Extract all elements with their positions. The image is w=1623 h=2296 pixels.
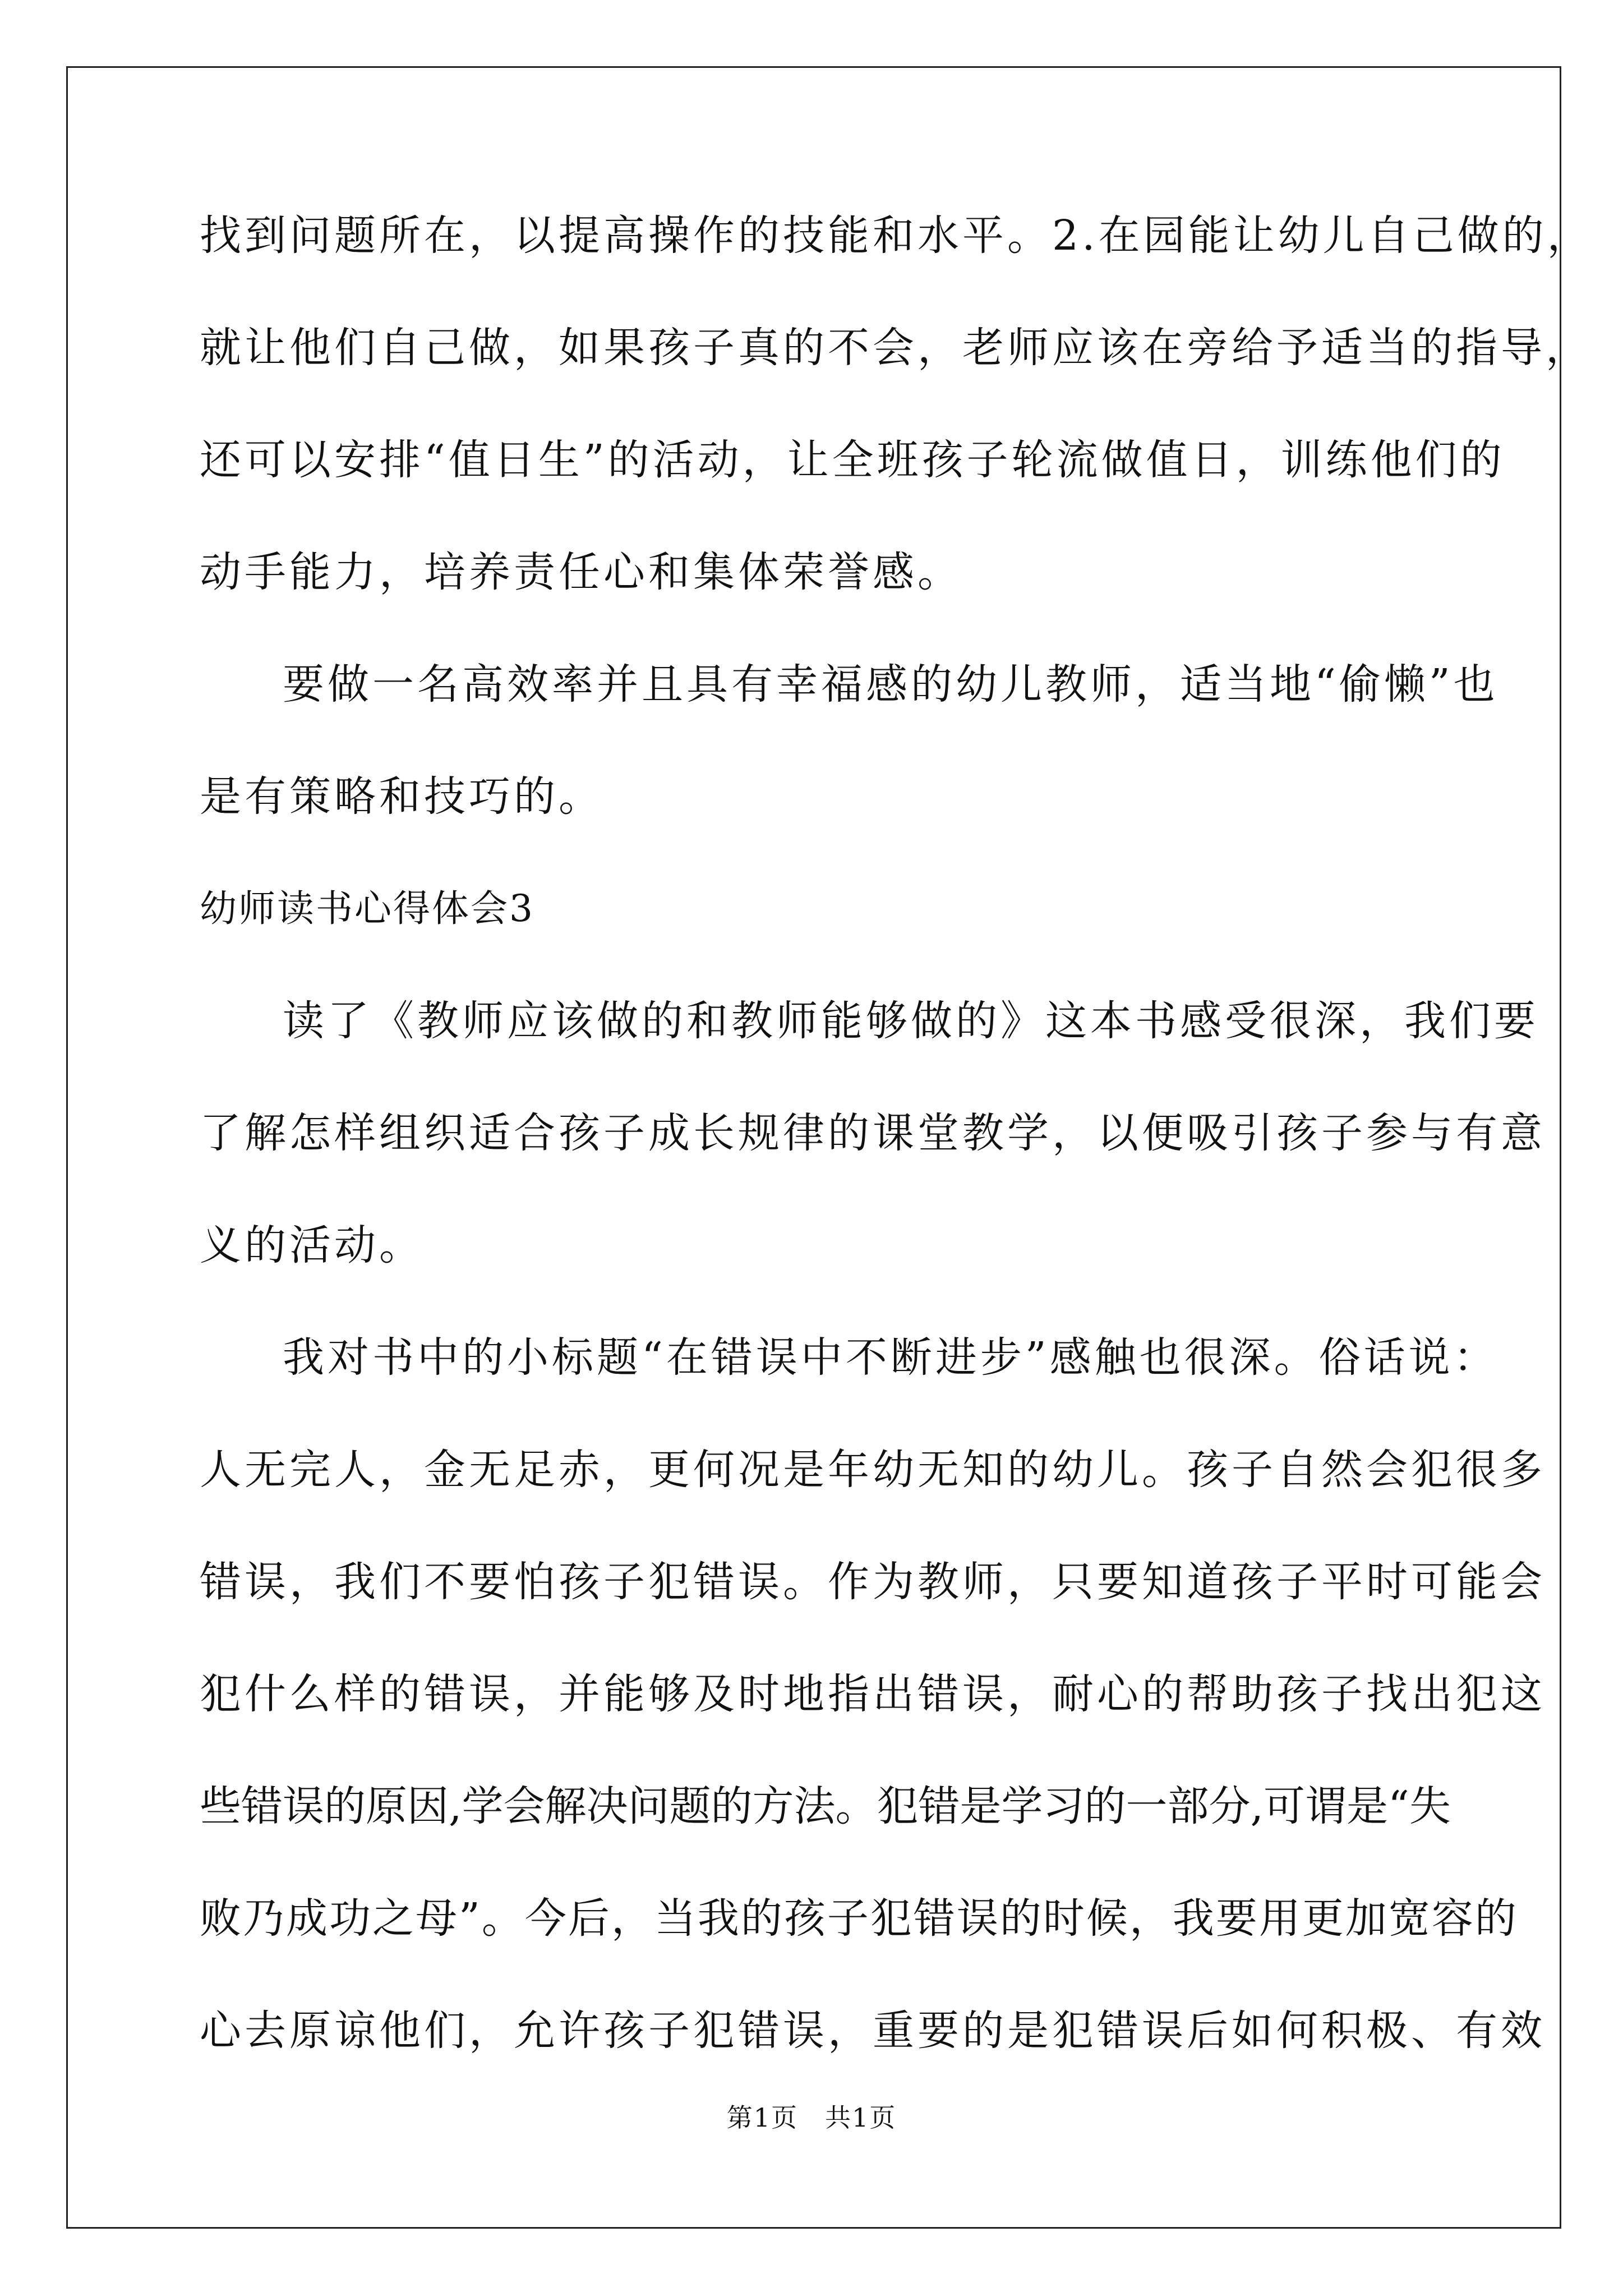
paragraph-line: 还可以安排“值日生”的活动，让全班孩子轮流做值日，训练他们的 xyxy=(200,436,1505,484)
paragraph-line: 就让他们自己做，如果孩子真的不会，老师应该在旁给予适当的指导， xyxy=(200,324,1590,372)
paragraph-line: 读了《教师应该做的和教师能够做的》这本书感受很深，我们要 xyxy=(283,997,1539,1045)
paragraph-line: 人无完人，金无足赤，更何况是年幼无知的幼儿。孩子自然会犯很多 xyxy=(200,1446,1546,1494)
paragraph-line: 找到问题所在，以提高操作的技能和水平。2.在园能让幼儿自己做的， xyxy=(200,211,1592,260)
paragraph-line: 义的活动。 xyxy=(200,1221,424,1269)
paragraph-line: 败乃成功之母”。今后，当我的孩子犯错误的时候，我要用更加宽容的 xyxy=(200,1894,1518,1943)
paragraph-line: 动手能力，培养责任心和集体荣誉感。 xyxy=(200,548,962,596)
paragraph-line: 我对书中的小标题“在错误中不断进步”感触也很深。俗话说： xyxy=(283,1333,1498,1382)
paragraph-line: 犯什么样的错误，并能够及时地指出错误，耐心的帮助孩子找出犯这 xyxy=(200,1670,1546,1718)
paragraph-line: 些错误的原因,学会解决问题的方法。犯错是学习的一部分,可谓是“失 xyxy=(200,1782,1451,1830)
paragraph-line: 错误，我们不要怕孩子犯错误。作为教师，只要知道孩子平时可能会 xyxy=(200,1558,1546,1606)
paragraph-line: 心去原谅他们，允许孩子犯错误，重要的是犯错误后如何积极、有效 xyxy=(200,2007,1546,2055)
page-number-footer: 第1页 共1页 xyxy=(726,2102,897,2133)
paragraph-line: 要做一名高效率并且具有幸福感的幼儿教师，适当地“偷懒”也 xyxy=(283,660,1498,708)
section-heading: 幼师读书心得体会3 xyxy=(200,887,534,930)
paragraph-line: 了解怎样组织适合孩子成长规律的课堂教学，以便吸引孩子参与有意 xyxy=(200,1109,1546,1157)
paragraph-line: 是有策略和技巧的。 xyxy=(200,772,603,821)
